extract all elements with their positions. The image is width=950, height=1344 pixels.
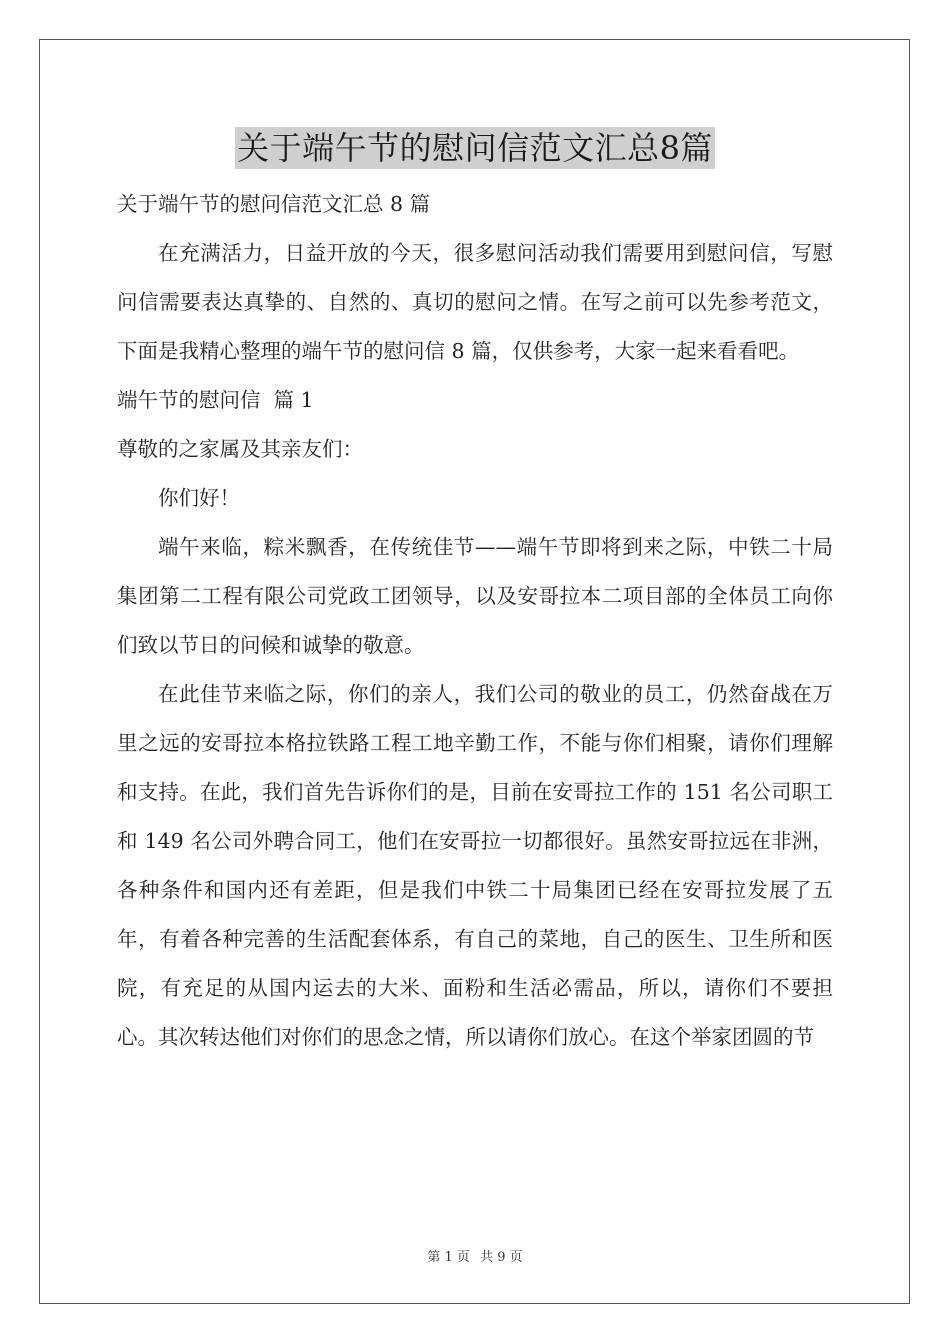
document-body bbox=[117, 180, 833, 1062]
document-title: 关于端午节的慰问信范文汇总8篇 bbox=[237, 129, 713, 167]
section-heading: 端午节的慰问信 篇 1 bbox=[117, 388, 314, 412]
total-pages: 共 9 页 bbox=[480, 1250, 523, 1265]
title-container bbox=[0, 127, 950, 169]
intro-paragraph: 在充满活力，日益开放的今天，很多慰问活动我们需要用到慰问信，写慰问信需要表达真挚的、自然的、真切的慰问之情。在写之前可以先参考范文，下面是我精心整理的端午节的慰问信 8 篇，仅供参考，大家一起来看看吧。 bbox=[117, 241, 833, 363]
document-subtitle: 关于端午节的慰问信范文汇总 8 篇 bbox=[117, 192, 431, 216]
page-number: 第 1 页 bbox=[427, 1250, 470, 1265]
salutation: 尊敬的之家属及其亲友们： bbox=[117, 437, 363, 461]
body-paragraph-2: 在此佳节来临之际，你们的亲人，我们公司的敬业的员工，仍然奋战在万里之远的安哥拉本格拉铁路工程工地辛勤工作，不能与你们相聚，请你们理解和支持。在此，我们首先告诉你们的是，目前在安哥拉工作的 151 名公司职工和 149 名公司外聘合同工，他们在安哥拉一切都很好。虽然安哥拉远在非洲，各种条件和国内还有差距，但是我们中铁二十局集团已经在安哥拉发展了五年，有着各种完善的生活配套体系，有自己的菜地，自己的医生、卫生所和医院，有充足的从国内运去的大米、面粉和生活必需品，所以，请你们不要担心。其次转达他们对你们的思念之情，所以请你们放心。在这个举家团圆的节 bbox=[117, 682, 833, 1049]
page-footer bbox=[0, 1246, 950, 1265]
greeting: 你们好！ bbox=[158, 486, 240, 510]
body-paragraph-1: 端午来临，粽米飘香，在传统佳节——端午节即将到来之际，中铁二十局集团第二工程有限公司党政工团领导，以及安哥拉本二项目部的全体员工向你们致以节日的问候和诚挚的敬意。 bbox=[117, 535, 833, 657]
